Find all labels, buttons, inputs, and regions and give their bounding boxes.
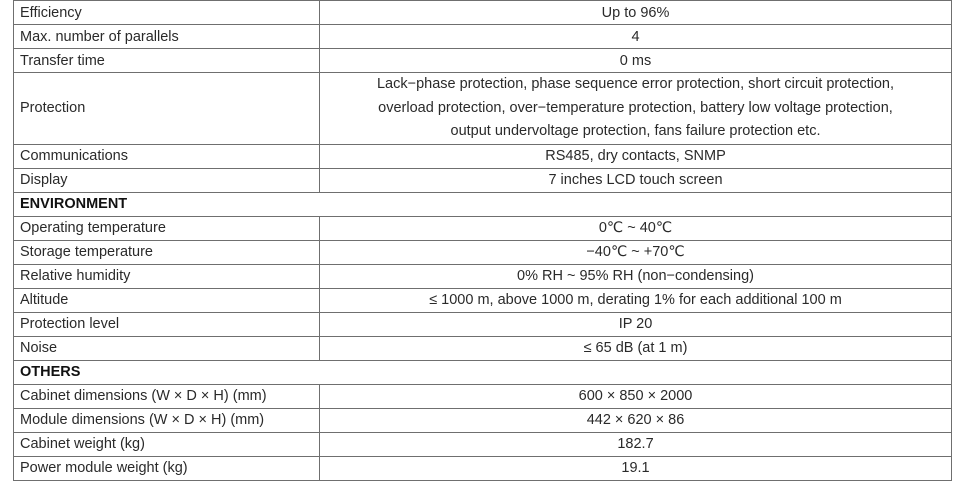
table-row: [14, 384, 952, 408]
spec-label: Relative humidity: [14, 264, 320, 288]
section-heading: OTHERS: [14, 360, 952, 384]
spec-label: Cabinet dimensions (W × D × H) (mm): [14, 384, 320, 408]
spec-value: 182.7: [320, 432, 952, 456]
spec-label: Display: [14, 168, 320, 192]
table-row: [14, 408, 952, 432]
table-row: [14, 1, 952, 25]
spec-label: Power module weight (kg): [14, 456, 320, 480]
spec-value: 600 × 850 × 2000: [320, 384, 952, 408]
spec-label: Altitude: [14, 288, 320, 312]
table-row: [14, 312, 952, 336]
spec-value: ≤ 1000 m, above 1000 m, derating 1% for each additional 100 m: [320, 288, 952, 312]
table-row: [14, 456, 952, 480]
spec-value: IP 20: [320, 312, 952, 336]
specification-table: [13, 0, 952, 481]
spec-value: Up to 96%: [320, 1, 952, 25]
protection-line: output undervoltage protection, fans failure protection etc.: [450, 123, 821, 139]
table-row: [14, 288, 952, 312]
table-row: [14, 264, 952, 288]
table-row: [14, 168, 952, 192]
table-row: [14, 432, 952, 456]
spec-label: Communications: [14, 144, 320, 168]
table-row: [14, 25, 952, 49]
section-header-others: [14, 360, 952, 384]
spec-label: Protection: [14, 73, 320, 145]
protection-line: Lack−phase protection, phase sequence error protection, short circuit protection,: [376, 76, 895, 92]
table-row: [14, 49, 952, 73]
protection-value: [320, 73, 952, 145]
spec-value: −40℃ ~ +70℃: [320, 240, 952, 264]
spec-value: 0℃ ~ 40℃: [320, 216, 952, 240]
table-row: [14, 336, 952, 360]
table-row: [14, 144, 952, 168]
section-heading: ENVIRONMENT: [14, 192, 952, 216]
spec-value: 4: [320, 25, 952, 49]
spec-label: Max. number of parallels: [14, 25, 320, 49]
table-row: [14, 216, 952, 240]
spec-label: Noise: [14, 336, 320, 360]
spec-value: 0% RH ~ 95% RH (non−condensing): [320, 264, 952, 288]
protection-line: overload protection, over−temperature protection, battery low voltage protection,: [378, 99, 893, 116]
spec-value: RS485, dry contacts, SNMP: [320, 144, 952, 168]
spec-label: Module dimensions (W × D × H) (mm): [14, 408, 320, 432]
spec-label: Efficiency: [14, 1, 320, 25]
spec-value: 0 ms: [320, 49, 952, 73]
spec-label: Operating temperature: [14, 216, 320, 240]
spec-value: 7 inches LCD touch screen: [320, 168, 952, 192]
section-header-environment: [14, 192, 952, 216]
spec-label: Transfer time: [14, 49, 320, 73]
spec-label: Storage temperature: [14, 240, 320, 264]
table-row: [14, 240, 952, 264]
spec-label: Protection level: [14, 312, 320, 336]
spec-label: Cabinet weight (kg): [14, 432, 320, 456]
spec-value: ≤ 65 dB (at 1 m): [320, 336, 952, 360]
spec-value: 19.1: [320, 456, 952, 480]
table-row-protection: [14, 73, 952, 145]
spec-value: 442 × 620 × 86: [320, 408, 952, 432]
